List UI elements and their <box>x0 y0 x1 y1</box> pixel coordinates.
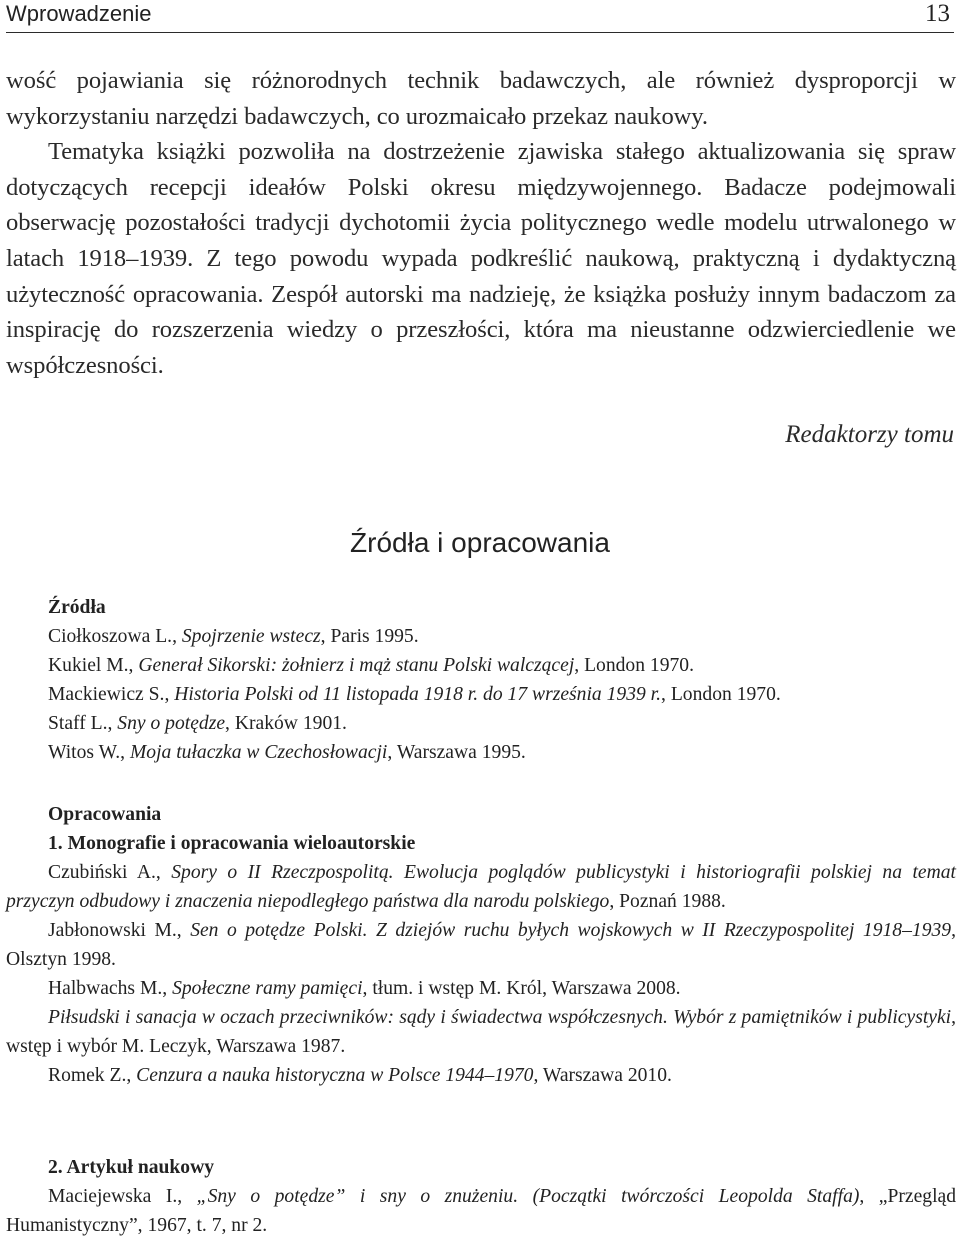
articles-section <box>6 1153 956 1240</box>
bib-entry: Czubiński A., Spory o II Rzeczpospolitą. Ewolucja poglądów publicystyki i historiografii polskiej na temat przyczyn odbudowy i znaczenia niepodległego państwa dla narodu polskiego, Poznań 1988. <box>6 862 956 912</box>
bib-entry: Jabłonowski M., Sen o potędze Polski. Z dziejów ruchu byłych wojskowych w II Rzeczypospolitej 1918–1939, Olsztyn 1998. <box>6 920 956 970</box>
running-header <box>6 0 954 33</box>
bib-entry: Ciołkoszowa L., Spojrzenie wstecz, Paris 1995. <box>48 626 419 647</box>
sources-section <box>6 593 956 767</box>
page-number: 13 <box>925 0 950 27</box>
bib-entry: Mackiewicz S., Historia Polski od 11 listopada 1918 r. do 17 września 1939 r., London 1970. <box>48 684 781 705</box>
studies-subheading-monographs: 1. Monografie i opracowania wieloautorskie <box>48 833 416 854</box>
body-text <box>6 63 956 383</box>
paragraph: Tematyka książki pozwoliła na dostrzeżenie zjawiska stałego aktualizowania się spraw dotyczących recepcji ideałów Polski okresu międzywojennego. Badacze podejmowali obserwację pozostałości tradycji dychotomii życia politycznego wedle modelu utrwalonego w latach 1918–1939. Z tego powodu wypada podkreślić naukową, praktyczną i dydaktyczną użyteczność opracowania. Zespół autorski ma nadzieję, że książka posłuży innym badaczom za inspirację do rozszerzenia wiedzy o przeszłości, która ma nieustanne odzwierciedlenie we współczesności. <box>6 138 956 379</box>
section-title: Źródła i opracowania <box>350 527 610 558</box>
studies-subheading-article: 2. Artykuł naukowy <box>48 1157 215 1178</box>
studies-heading: Opracowania <box>48 804 162 825</box>
paragraph-continuation: wość pojawiania się różnorodnych technik badawczych, ale również dysproporcji w wykorzystaniu narzędzi badawczych, co urozmaicało przekaz naukowy. <box>6 67 956 130</box>
signature: Redaktorzy tomu <box>785 421 954 448</box>
sources-heading: Źródła <box>48 597 106 618</box>
bib-entry: Kukiel M., Generał Sikorski: żołnierz i mąż stanu Polski walczącej, London 1970. <box>48 655 694 676</box>
bib-entry: Romek Z., Cenzura a nauka historyczna w Polsce 1944–1970, Warszawa 2010. <box>48 1065 672 1086</box>
chapter-title: Wprowadzenie <box>6 1 152 26</box>
bib-entry: Maciejewska I., „Sny o potędze” i sny o znużeniu. (Początki twórczości Leopolda Staffa), „Przegląd Humanistyczny”, 1967, t. 7, nr 2. <box>6 1186 957 1236</box>
bib-entry: Piłsudski i sanacja w oczach przeciwników: sądy i świadectwa współczesnych. Wybór z pamiętników i publicystyki, wstęp i wybór M. Leczyk, Warszawa 1987. <box>6 1007 956 1057</box>
bib-entry: Witos W., Moja tułaczka w Czechosłowacji, Warszawa 1995. <box>48 742 526 763</box>
studies-section <box>6 800 956 1090</box>
bib-entry: Staff L., Sny o potędze, Kraków 1901. <box>48 713 347 734</box>
bib-entry: Halbwachs M., Społeczne ramy pamięci, tłum. i wstęp M. Król, Warszawa 2008. <box>48 978 681 999</box>
